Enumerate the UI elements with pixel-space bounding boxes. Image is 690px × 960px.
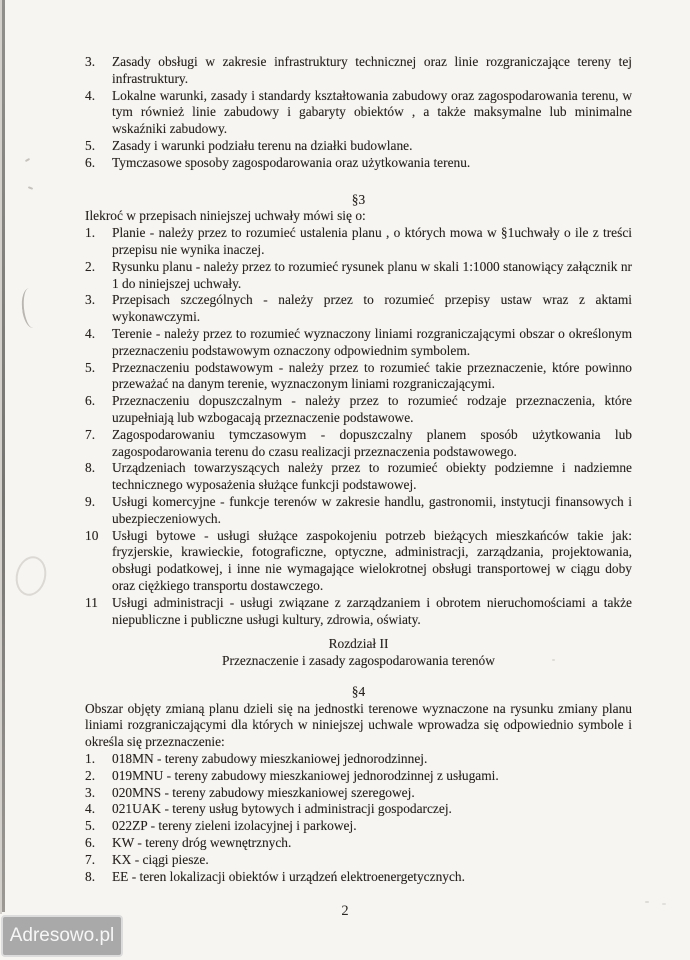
list-item [85, 528, 632, 595]
list-item [85, 869, 632, 886]
list-item [85, 835, 632, 852]
list-item-number: 2. [85, 767, 96, 783]
list-item-text: Przeznaczeniu podstawowym - należy przez to rozumieć takie przeznaczenie, które powinno przeważać na danym terenie, wyznaczonym liniami rozgraniczającymi. [112, 359, 632, 392]
list-item [85, 138, 632, 155]
list-item-number: 6. [85, 393, 96, 409]
list-item-text: Usługi komercyjne - funkcje terenów w zakresie handlu, gastronomii, instytucji finansowych i ubezpieczeniowych. [112, 493, 632, 526]
list-item-text: Urządzeniach towarzyszących należy przez to rozumieć obiekty podziemne i nadziemne technicznego wyposażenia służące funkcji podstawowej. [112, 460, 632, 493]
scan-artifact-paren-mark [20, 287, 42, 329]
list-item-text: 022ZP - tereny zieleni izolacyjnej i parkowej. [112, 818, 357, 834]
list-item-number: 5. [85, 818, 96, 834]
document-body [85, 54, 632, 885]
list-item-text: Zasady i warunki podziału terenu na działki budowlane. [112, 137, 413, 153]
list-item-number: 3. [85, 784, 96, 800]
list-item [85, 494, 632, 528]
scan-artifact-ellipse-mark [12, 553, 51, 599]
list-item-number: 2. [85, 258, 96, 274]
list-item [85, 393, 632, 427]
list-item-text: Zagospodarowaniu tymczasowym - dopuszczalny planem sposób użytkowania lub zagospodarowania terenu do czasu realizacji przeznaczenia podstawowego. [112, 426, 632, 459]
list-item-text: KX - ciągi piesze. [112, 851, 209, 867]
intro-ordered-list [85, 54, 632, 172]
list-item [85, 360, 632, 394]
list-item [85, 751, 632, 768]
list-item-text: Usługi administracji - usługi związane z zarządzaniem i obrotem nieruchomościami a także niepubliczne i publiczne usługi kultury, zdrowia, oświaty. [112, 594, 632, 627]
scan-speck [25, 158, 30, 162]
list-item-text: Przeznaczeniu dopuszczalnym - należy przez to rozumieć rodzaje przeznaczenia, które uzupełniają lub wzbogacają przeznaczenie podstawowe. [112, 393, 632, 425]
list-item-text: Zasady obsługi w zakresie infrastruktury technicznej oraz linie rozgraniczające tereny tej infrastruktury. [112, 54, 632, 86]
list-item [85, 54, 632, 88]
list-item-text: EE - teren lokalizacji obiektów i urządzeń elektroenergetycznych. [112, 868, 465, 884]
chapter-subtitle: Przeznaczenie i zasady zagospodarowania terenów [222, 653, 495, 669]
scan-speck [28, 186, 33, 190]
list-item [85, 292, 632, 326]
list-item-number: 8. [85, 868, 96, 884]
list-item-number: 9. [85, 493, 96, 509]
list-item-number: 3. [85, 292, 96, 308]
list-item-text: Tymczasowe sposoby zagospodarowania oraz użytkowania terenu. [112, 154, 471, 170]
list-item-number: 3. [85, 54, 96, 69]
scan-edge-shadow [2, 0, 5, 912]
section-3-heading: §3 [351, 191, 366, 207]
list-item-number: 4. [85, 87, 96, 103]
list-item-text: 020MNS - tereny zabudowy mieszkaniowej szeregowej. [112, 784, 415, 800]
list-item-text: KW - tereny dróg wewnętrznych. [112, 835, 292, 851]
list-item-text: Planie - należy przez to rozumieć ustalenia planu , o których mowa w §1uchwały o ile z treści przepisu nie wynika inaczej. [112, 225, 632, 257]
list-item-text: 021UAK - tereny usług bytowych i administracji gospodarczej. [112, 801, 452, 817]
list-item [85, 801, 632, 818]
list-item-text: Lokalne warunki, zasady i standardy kształtowania zabudowy oraz zagospodarowania terenu, w tym również linie zabudowy i gabaryty obiektów , a także maksymalne lub minimalne wskaźniki zabudowy. [112, 87, 632, 137]
section-3-list [85, 225, 632, 628]
list-item [85, 768, 632, 785]
list-item [85, 460, 632, 494]
list-item-number: 6. [85, 154, 96, 170]
list-item-text: Rysunku planu - należy przez to rozumieć rysunek planu w skali 1:1000 stanowiący załącznik nr 1 do niniejszej uchwały. [112, 258, 632, 291]
list-item-text: 018MN - tereny zabudowy mieszkaniowej jednorodzinnej. [112, 751, 428, 767]
section-3-intro: Ilekroć w przepisach niniejszej uchwały mówi się o: [85, 208, 366, 224]
list-item-number: 10 [85, 527, 99, 543]
watermark-badge [1, 915, 123, 957]
list-item [85, 326, 632, 360]
list-item [85, 155, 632, 172]
list-item-number: 4. [85, 801, 96, 817]
list-item-number: 7. [85, 851, 96, 867]
section-4-list [85, 751, 632, 885]
list-item-text: Terenie - należy przez to rozumieć wyznaczony liniami rozgraniczającymi obszar o określonym przeznaczeniu podstawowym oznaczony odpowiednim symbolem. [112, 325, 632, 358]
list-item [85, 818, 632, 835]
list-item [85, 427, 632, 461]
list-item-text: Przepisach szczególnych - należy przez to rozumieć przepisy ustaw wraz z aktami wykonawczymi. [112, 292, 632, 325]
list-item [85, 225, 632, 259]
list-item [85, 785, 632, 802]
list-item-number: 4. [85, 325, 96, 341]
list-item-number: 1. [85, 225, 96, 241]
list-item [85, 88, 632, 138]
page-number: 2 [341, 903, 349, 919]
list-item-number: 1. [85, 751, 96, 767]
list-item-number: 7. [85, 426, 96, 442]
list-item [85, 259, 632, 293]
list-item-number: 8. [85, 460, 96, 476]
list-item-number: 6. [85, 835, 96, 851]
chapter-title: Rozdział II [328, 636, 389, 652]
section-4-heading: §4 [351, 683, 366, 699]
list-item-number: 5. [85, 137, 96, 153]
list-item [85, 852, 632, 869]
list-item [85, 595, 632, 629]
watermark-label: Adresowo.pl [9, 925, 115, 946]
list-item-number: 11 [85, 594, 98, 610]
list-item-text: 019MNU - tereny zabudowy mieszkaniowej jednorodzinnej z usługami. [112, 767, 499, 783]
list-item-text: Usługi bytowe - usługi służące zaspokojeniu potrzeb bieżących mieszkańców takie jak: fryzjerskie, krawieckie, fotograficzne, optyczne, administracji, zarządzania, projektowania, obsługi podatkowej, i inne nie wymagające wielokrotnej obsługi transportowej w ciągu doby oraz ciężkiego transportu dostawczego. [112, 527, 632, 593]
section-4-intro: Obszar objęty zmianą planu dzieli się na jednostki terenowe wyznaczone na rysunku zmiany planu liniami rozgraniczającymi dla których w niniejszej uchwale wprowadza się odpowiednio symbole i określa się przeznaczenie: [85, 700, 632, 750]
list-item-number: 5. [85, 359, 96, 375]
